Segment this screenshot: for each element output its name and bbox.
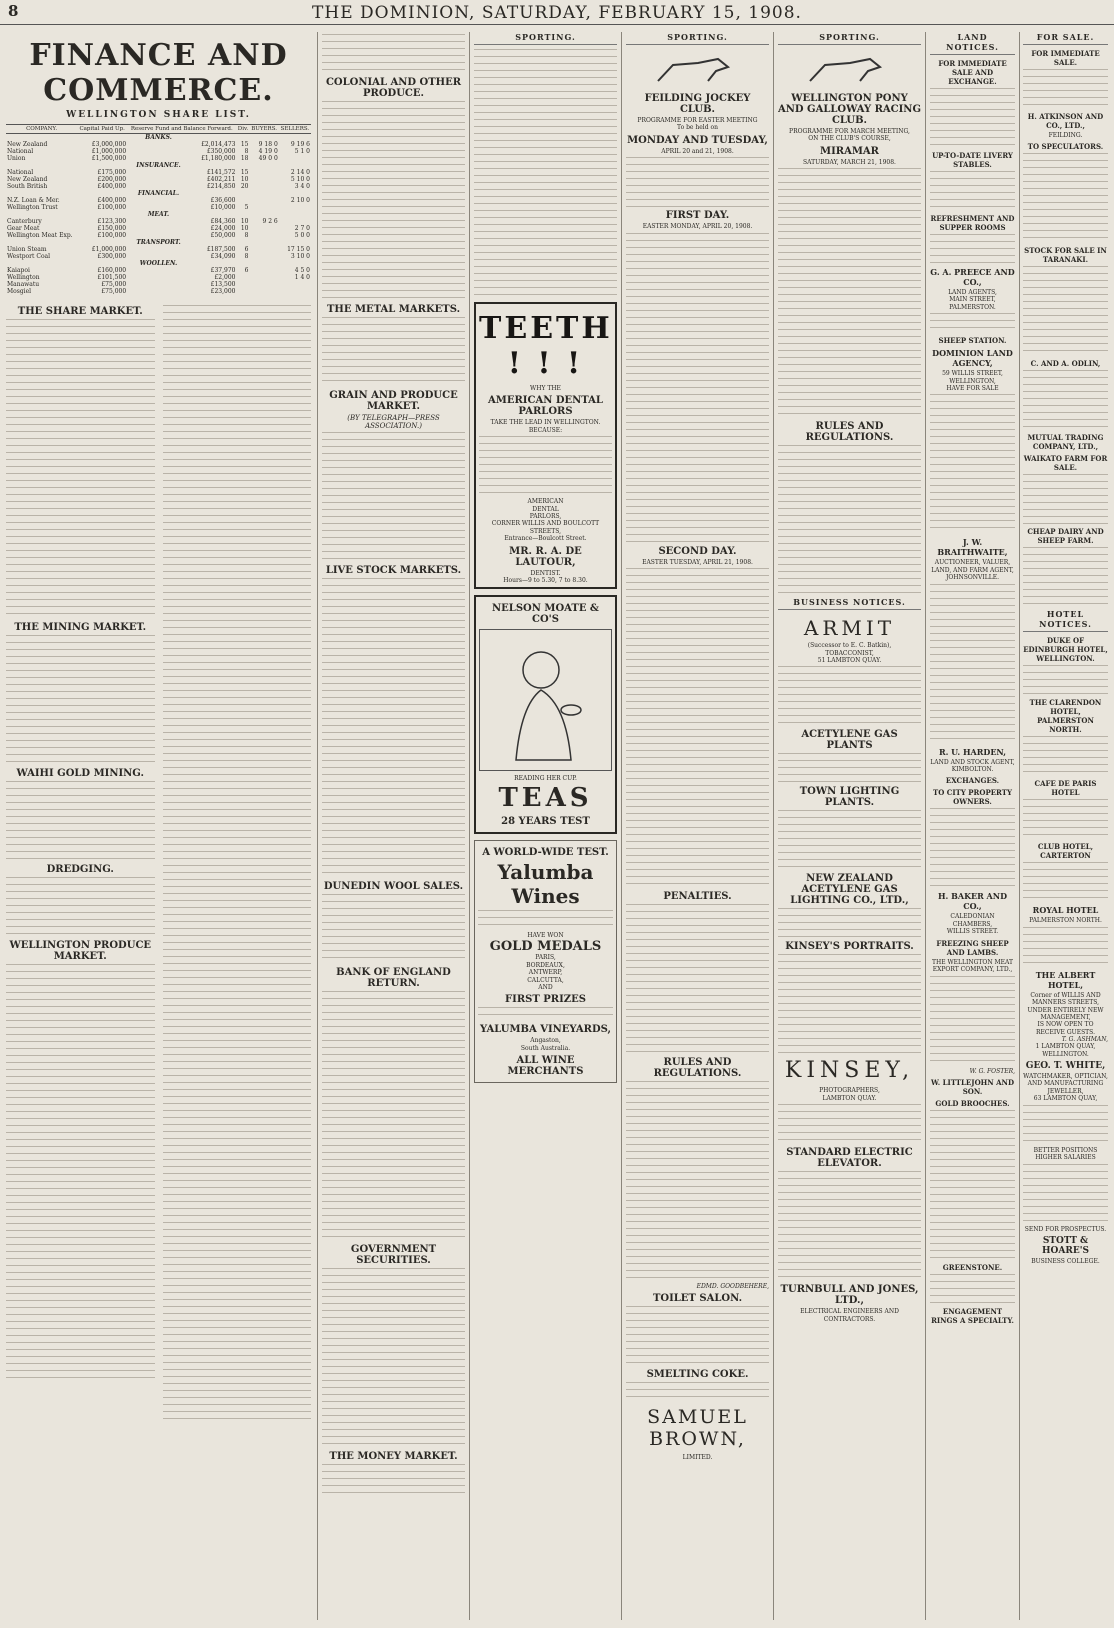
col-div: Div.	[237, 126, 249, 132]
column-rule	[621, 32, 622, 1620]
table-row: National £1,000,000 £350,000 8 4 19 0 5 1 0	[7, 148, 310, 155]
article-text	[6, 964, 155, 1384]
samuel-brown: SAMUEL BROWN,	[647, 1406, 748, 1451]
bank-return-heading: BANK OF ENGLAND RETURN.	[336, 967, 451, 989]
woman-with-cup-icon	[486, 635, 606, 765]
finance-column	[6, 32, 311, 1620]
article-text	[163, 305, 312, 1425]
tea-ad: NELSON MOATE & CO'S READING HER CUP. TEAS 28 YEARS TEST	[474, 595, 617, 833]
table-row: Canterbury £123,300 £84,360 10 9 2 6	[7, 218, 278, 225]
col-buyers: BUYERS.	[251, 126, 278, 132]
dental-ad: TEETH ! ! ! WHY THE AMERICAN DENTAL PARLORS TAKE THE LEAD IN WELLINGTON. BECAUSE: AMERICAN DENTAL PARLORS, CORNER WILLIS AND BOULCOTT STREETS, Entrance—Boulcott Street. MR. R. A. DE LAUTOUR, DENTIST. Hours—9 to 5.30, 7 to 8.30.	[474, 302, 617, 589]
pony-club-title: WELLINGTON PONY AND GALLOWAY RACING CLUB.	[778, 93, 921, 126]
teeth-headline: TEETH ! ! !	[479, 311, 613, 381]
kinsey-headline: KINSEY,	[784, 1058, 915, 1084]
sporting-column-4: SPORTING. FEILDING JOCKEY CLUB. PROGRAMME FOR EASTER MEETING To be held on MONDAY AND TUESDAY, APRIL 20 and 21, 1908. FIRST DAY. EASTER MONDAY, APRIL 20, 1908. SECOND DAY. EASTER TUESDAY, APRIL 21, 1908. PENALTIES. RULES AND REGULATIONS. EDMD. GOODBEHERE, TOILET SALON. SMELTING COKE. SAMUEL BROWN, LIMITED.	[627, 32, 769, 1462]
share-market-heading: THE SHARE MARKET.	[17, 306, 143, 317]
column-rule	[317, 32, 318, 1620]
section-heading: SPORTING.	[474, 32, 617, 45]
tea-illustration	[479, 629, 612, 771]
category-transport: TRANSPORT.	[136, 239, 181, 246]
newspaper-title: THE DOMINION, SATURDAY, FEBRUARY 15, 1908.	[312, 3, 802, 23]
turnbull-jones: TURNBULL AND JONES, LTD.,	[780, 1284, 919, 1307]
table-row: Wellington Meat Exp. £100,000 £50,000 8 5 0 0	[7, 232, 310, 239]
sporting-column-5: SPORTING. WELLINGTON PONY AND GALLOWAY RACING CLUB. PROGRAMME FOR MARCH MEETING, ON THE CLUB'S COURSE, MIRAMAR SATURDAY, MARCH 21, 1908. RULES AND REGULATIONS. BUSINESS NOTICES. ARMIT (Successor to E. C. Batkin), TOBACCONIST, 51 LAMBTON QUAY. ACETYLENE GAS PLANTS TOWN LIGHTING PLANTS. NEW ZEALAND ACETYLENE GAS LIGHTING CO., LTD., KINSEY'S PORTRAITS. KINSEY, PHOTOGRAPHERS, LAMBTON QUAY. STANDARD ELECTRIC ELEVATOR. TURNBULL AND JONES, LTD., ELECTRICAL ENGINEERS AND CONTRACTORS.	[778, 32, 921, 1323]
armit-headline: ARMIT	[803, 616, 896, 641]
table-row: Manawatu £75,000 £13,500	[7, 281, 236, 288]
toilet-salon-heading: TOILET SALON.	[652, 1293, 743, 1305]
finance-subcolumn-left	[6, 303, 155, 1427]
live-stock-heading: LIVE STOCK MARKETS.	[325, 565, 462, 576]
table-row: New Zealand £200,000 £402,211 10 5 10 0	[7, 176, 310, 183]
metal-markets-heading: THE METAL MARKETS.	[326, 304, 461, 315]
masthead	[0, 0, 1114, 25]
table-row: Wellington Trust £100,000 £10,000 5	[7, 204, 249, 211]
share-list-table	[6, 124, 311, 295]
finance-title: FINANCE AND COMMERCE.	[29, 38, 288, 108]
column-rule	[773, 32, 774, 1620]
grain-subheading: (BY TELEGRAPH—PRESS ASSOCIATION.)	[347, 414, 440, 430]
article-text	[6, 635, 155, 765]
section-heading: SPORTING.	[778, 32, 921, 45]
dredging-heading: DREDGING.	[46, 864, 114, 875]
table-row: Gear Meat £150,000 £24,000 10 2 7 0	[7, 225, 310, 232]
horse-icon	[778, 49, 921, 89]
produce-market-heading: WELLINGTON PRODUCE MARKET.	[9, 940, 152, 962]
share-list-title: WELLINGTON SHARE LIST.	[66, 110, 251, 120]
mining-market-heading: THE MINING MARKET.	[14, 622, 147, 633]
column-rule	[925, 32, 926, 1620]
land-notices: LAND NOTICES. FOR IMMEDIATE SALE AND EXCHANGE. UP-TO-DATE LIVERY STABLES. REFRESHMENT AND SUPPER ROOMS G. A. PREECE AND CO., LAND AGENTS, MAIN STREET, PALMERSTON. SHEEP STATION. DOMINION LAND AGENCY, 59 WILLIS STREET, WELLINGTON, HAVE FOR SALE J. W. BRAITHWAITE, AUCTIONEER, VALUER, LAND, AND FARM AGENT, JOHNSONVILLE. R. U. HARDEN, LAND AND STOCK AGENT, KIMBOLTON. EXCHANGES. TO CITY PROPERTY OWNERS. H. BAKER AND CO., CALEDONIAN CHAMBERS, WILLIS STREET. FREEZING SHEEP AND LAMBS. THE WELLINGTON MEAT EXPORT COMPANY, LTD., W. G. FOSTER, W. LITTLEJOHN AND SON. GOLD BROOCHES. GREENSTONE. ENGAGEMENT RINGS A SPECIALTY.	[930, 32, 1015, 1325]
column-rule	[469, 32, 470, 1620]
table-row: N.Z. Loan & Mer. £400,000 £36,600 2 10 0	[7, 197, 310, 204]
yalumba-headline: Yalumba Wines	[497, 859, 594, 908]
for-sale: FOR SALE. FOR IMMEDIATE SALE. H. ATKINSON AND CO., LTD., FEILDING. TO SPECULATORS. STOCK FOR SALE IN TARANAKI. C. AND A. ODLIN, MUTUAL TRADING COMPANY, LTD., WAIKATO FARM FOR SALE. CHEAP DAIRY AND SHEEP FARM. HOTEL NOTICES. DUKE OF EDINBURGH HOTEL, WELLINGTON. THE CLARENDON HOTEL, PALMERSTON NORTH. CAFE DE PARIS HOTEL CLUB HOTEL, CARTERTON ROYAL HOTEL PALMERSTON NORTH. THE ALBERT HOTEL, Corner of WILLIS AND MANNERS STREETS, UNDER ENTIRELY NEW MANAGEMENT, IS NOW OPEN TO RECEIVE GUESTS. T. G. ASHMAN, 1 LAMBTON QUAY, WELLINGTON. GEO. T. WHITE, WATCHMAKER, OPTICIAN, AND MANUFACTURING JEWELLER, 63 LAMBTON QUAY, BETTER POSITIONS HIGHER SALARIES SEND FOR PROSPECTUS. STOTT & HOARE'S BUSINESS COLLEGE.	[1019, 32, 1108, 1620]
business-notices-heading: BUSINESS NOTICES.	[778, 597, 921, 610]
table-row: Union £1,500,000 £1,180,000 18 49 0 0	[7, 155, 278, 162]
table-row: South British £400,000 £214,850 20 3 4 0	[7, 183, 310, 190]
waihi-heading: WAIHI GOLD MINING.	[16, 768, 144, 779]
category-financial: FINANCIAL.	[137, 190, 180, 197]
col-capital: Capital Paid Up.	[77, 125, 127, 134]
horse-icon	[626, 49, 769, 89]
ads-column-3	[474, 32, 617, 1620]
table-row: Wellington £101,500 £2,000 1 4 0	[7, 274, 310, 281]
category-woollen: WOOLLEN.	[139, 260, 178, 267]
page-number: 8	[8, 2, 19, 20]
col-reserve: Reserve Fund and Balance Forward.	[127, 125, 236, 134]
table-row: Mosgiel £75,000 £23,000	[7, 288, 236, 295]
govt-securities-heading: GOVERNMENT SECURITIES.	[350, 1244, 437, 1266]
article-text	[6, 319, 155, 619]
feilding-club-title: FEILDING JOCKEY CLUB.	[644, 93, 751, 115]
teas-headline: TEAS	[498, 782, 593, 813]
col-company: COMPANY.	[6, 125, 77, 134]
wine-ad: A WORLD-WIDE TEST. Yalumba Wines HAVE WON GOLD MEDALS PARIS, BORDEAUX, ANTWERP, CALCUTTA, AND FIRST PRIZES YALUMBA VINEYARDS, Angaston, South Australia. ALL WINE MERCHANTS	[474, 840, 617, 1083]
article-text	[6, 781, 155, 861]
money-market-heading: THE MONEY MARKET.	[329, 1451, 458, 1462]
section-heading: SPORTING.	[626, 32, 769, 45]
table-row: Kaiapoi £160,000 £37,970 6 4 5 0	[7, 267, 310, 274]
smelting-coke-heading: SMELTING COKE.	[646, 1369, 749, 1381]
finance-subcolumn-right	[163, 303, 312, 1427]
category-banks: BANKS.	[145, 134, 172, 141]
table-row: Westport Coal £300,000 £34,090 8 3 10 0	[7, 253, 310, 260]
table-row: New Zealand £3,000,000 £2,014,473 15 9 18 0 9 19 6	[7, 141, 310, 148]
category-meat: MEAT.	[147, 211, 170, 218]
article-text	[6, 877, 155, 937]
acetylene-heading: ACETYLENE GAS PLANTS	[801, 729, 898, 752]
right-region	[930, 32, 1108, 1620]
colonial-produce-heading: COLONIAL AND OTHER PRODUCE.	[325, 77, 462, 99]
markets-column	[322, 32, 465, 1620]
tea-brand: NELSON MOATE & CO'S	[492, 603, 599, 626]
wool-sales-heading: DUNEDIN WOOL SALES.	[323, 881, 464, 892]
category-insurance: INSURANCE.	[136, 162, 181, 169]
table-row: Union Steam £1,000,000 £187,500 6 17 15 0	[7, 246, 310, 253]
col-sellers: SELLERS.	[280, 126, 310, 132]
grain-heading: GRAIN AND PRODUCE MARKET.	[329, 390, 458, 412]
table-row: National £175,000 £141,572 15 2 14 0	[7, 169, 310, 176]
